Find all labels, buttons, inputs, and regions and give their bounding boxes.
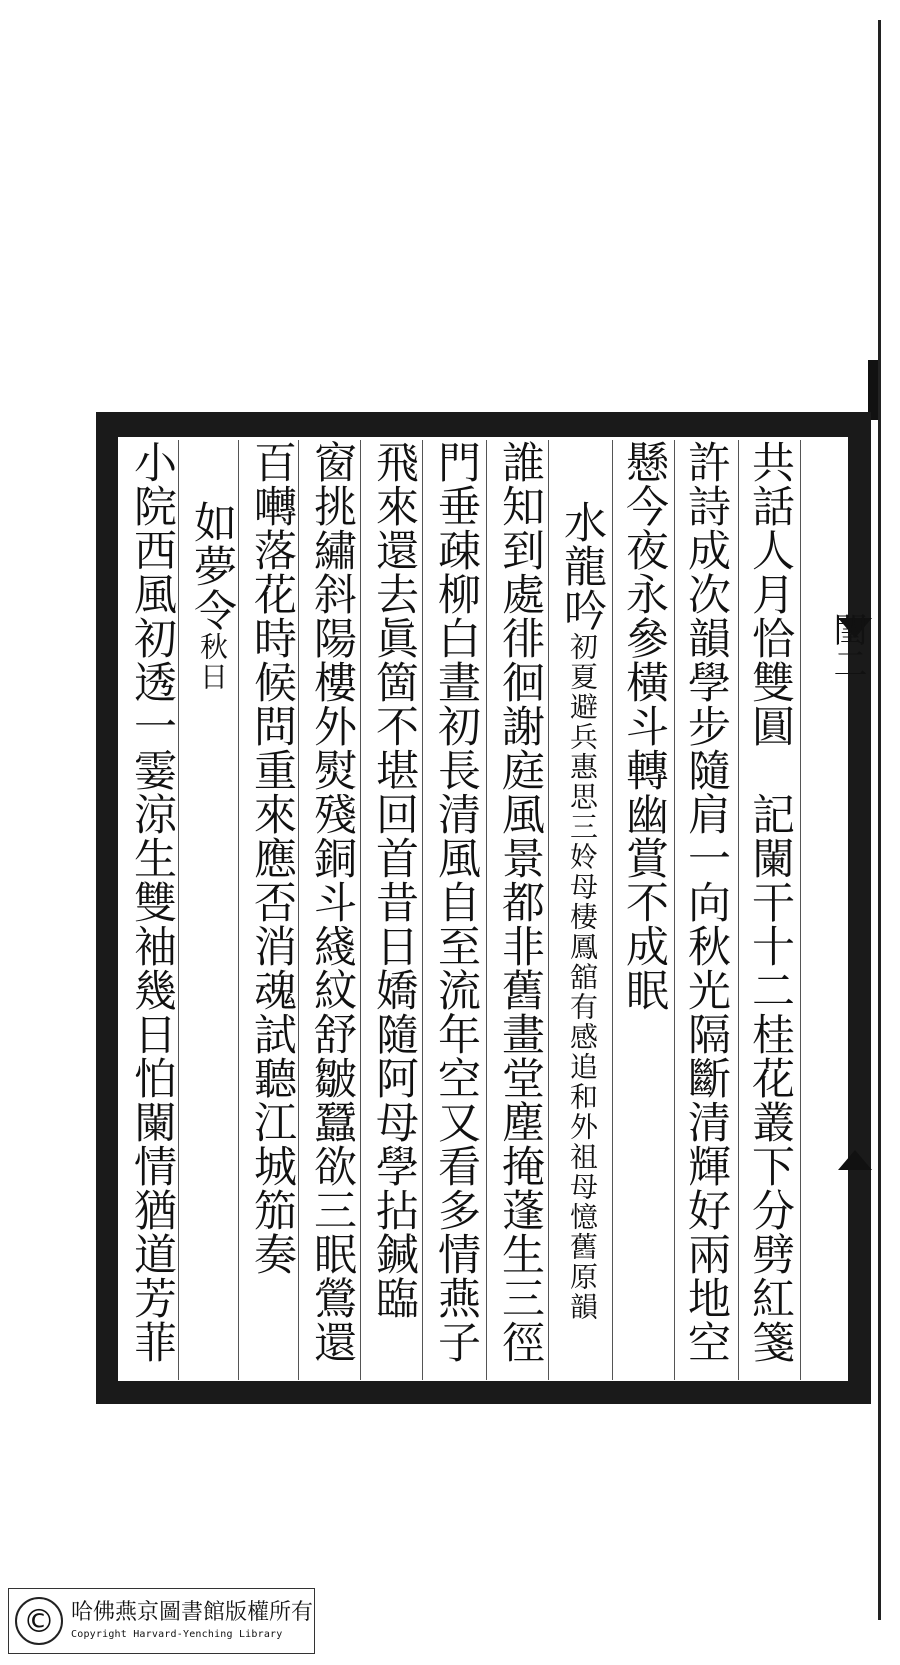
poem-note: 秋日 [196, 632, 229, 692]
fishtail-label: 閨二 [827, 612, 867, 680]
column-rule [548, 440, 549, 1380]
column-rule [422, 440, 423, 1380]
poem-note: 初夏避兵惠思三姈母棲鳳舘有感追和外祖母憶舊原韻 [566, 632, 599, 1322]
column-rule [178, 440, 179, 1380]
copyright-stamp [8, 1588, 315, 1654]
page-edge [878, 20, 881, 1620]
poem-title-shuilongyin [556, 500, 608, 1380]
fishtail-mark [838, 1150, 872, 1170]
poem-title: 如夢令 [187, 500, 237, 632]
page-edge-mark [868, 360, 878, 420]
poem-title-rumengling [186, 500, 238, 1380]
column-rule [360, 440, 361, 1380]
text-column-3: 懸今夜永參橫斗轉幽賞不成眠 [619, 440, 669, 1012]
column-rule [738, 440, 739, 1380]
copyright-icon: © [15, 1597, 63, 1645]
text-column-6: 門垂疎柳白晝初長清風自至流年空又看多情燕子 [431, 440, 481, 1364]
column-rule [612, 440, 613, 1380]
text-column-2: 許詩成次韻學步隨肩一向秋光隔斷清輝好兩地空 [681, 440, 731, 1364]
text-column-7: 飛來還去眞箇不堪回首昔日嬌隨阿母學拈鍼臨 [369, 440, 419, 1320]
text-column-1: 共話人月恰雙圓 記闌干十二桂花叢下分劈紅箋 [745, 440, 795, 1364]
column-rule [238, 440, 239, 1380]
text-column-11: 小院西風初透一霎涼生雙袖幾日怕闌情猶道芳菲 [127, 440, 177, 1364]
copyright-english: Copyright Harvard-Yenching Library [71, 1629, 283, 1640]
text-column-5: 誰知到處徘徊謝庭風景都非舊畫堂塵掩蓬生三徑 [495, 440, 545, 1364]
column-rule [298, 440, 299, 1380]
column-rule [674, 440, 675, 1380]
text-column-9: 百囀落花時候問重來應否消魂試聽江城笳奏 [247, 440, 297, 1276]
text-column-8: 窗挑繡斜陽樓外熨殘銅斗綫紋舒皺蠶欲三眠鶯還 [307, 440, 357, 1364]
poem-title: 水龍吟 [557, 500, 607, 632]
column-rule [486, 440, 487, 1380]
column-rule [800, 440, 801, 1380]
copyright-chinese: 哈佛燕京圖書館版權所有 [71, 1600, 314, 1625]
